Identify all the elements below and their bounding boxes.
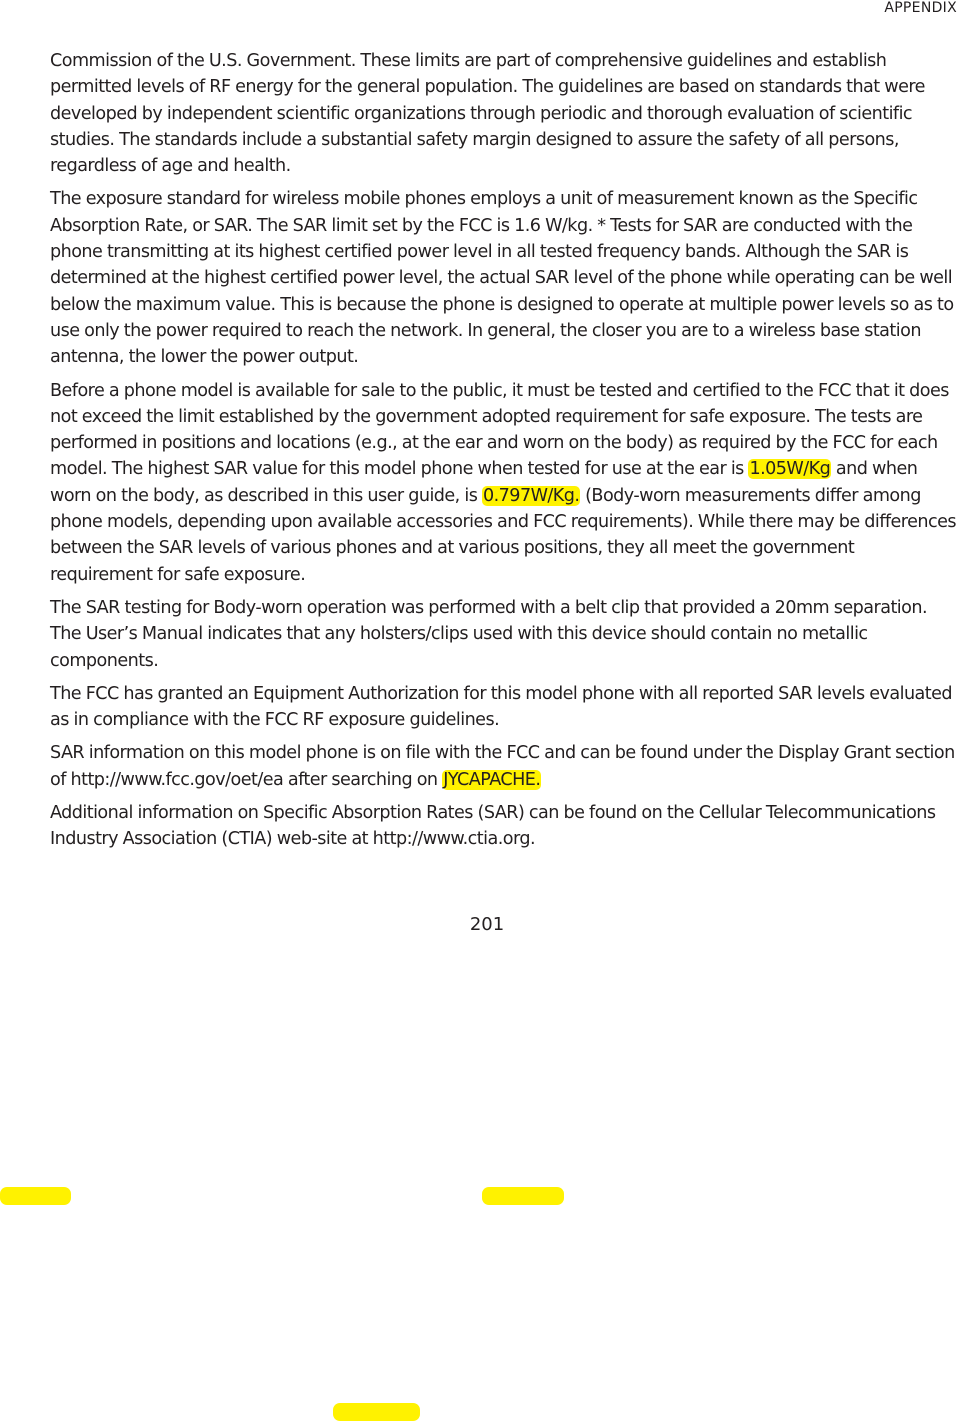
document-body — [50, 48, 957, 860]
highlight-mark — [333, 1403, 420, 1421]
sar-text-part2: and when worn on the body, as described in this user guide, is — [50, 459, 918, 506]
ear-sar-value-highlight: 1.05W/Kg — [749, 459, 831, 480]
fcc-id-highlight: JYCAPACHE. — [443, 769, 541, 790]
paragraph-body-worn-testing: The SAR testing for Body-worn operation was performed with a belt clip that provided a 20mm separation. The User’s Manual indicates that any holsters/clips used with this device should contain no metallic components. — [50, 597, 927, 671]
paragraph-rf-guidelines: Commission of the U.S. Government. These limits are part of comprehensive guidelines and establish permitted levels of RF energy for the general population. The guidelines are based on standards that were developed by independent scientific organizations through periodic and thorough evaluation of scientific studies. The standards include a substantial safety margin designed to assure the safety of all persons, regardless of age and health. — [50, 51, 925, 177]
sar-text-part3: (Body-worn measurements differ among phone models, depending upon available accessories and FCC requirements). While there may be differences between the SAR levels of various phones and at various positions, they all meet the government requirement for safe exposure. — [50, 485, 956, 585]
running-header: APPENDIX — [884, 0, 957, 16]
paragraph-sar-values — [50, 378, 957, 588]
sar-text-part1: Before a phone model is available for sale to the public, it must be tested and certified to the FCC that it does not exceed the limit established by the government adopted requirement for safe exposure. The tests are performed in positions and locations (e.g., at the ear and worn on the body) as required by the FCC for each model. The highest SAR value for this model phone when tested for use at the ear is — [50, 380, 949, 480]
paragraph-equipment-authorization: The FCC has granted an Equipment Authorization for this model phone with all reported SAR levels evaluated as in compliance with the FCC RF exposure guidelines. — [50, 683, 953, 731]
body-sar-value-highlight: 0.797W/Kg. — [482, 485, 580, 506]
paragraph-fcc-info — [50, 740, 957, 793]
page-number: 201 — [469, 914, 505, 935]
paragraph-ctia-info: Additional information on Specific Absorption Rates (SAR) can be found on the Cellular Telecommunications Industry Association (CTIA) web-site at http://www.ctia.org. — [50, 803, 936, 850]
highlight-mark — [482, 1187, 564, 1205]
paragraph-sar-standard: The exposure standard for wireless mobile phones employs a unit of measurement known as the Specific Absorption Rate, or SAR. The SAR limit set by the FCC is 1.6 W/kg. * Tests for SAR are conducted with the phone transmitting at its highest certified power level in all tested frequency bands. Although the SAR is determined at the highest certified power level, the actual SAR level of the phone while operating can be well below the maximum value. This is because the phone is designed to operate at multiple power levels so as to use only the power required to reach the network. In general, the closer you are to a wireless base station antenna, the lower the power output. — [50, 189, 954, 368]
highlight-mark — [0, 1187, 71, 1205]
fcc-info-text: SAR information on this model phone is on file with the FCC and can be found under the Display Grant section of http://www.fcc.gov/oet/ea after searching on — [50, 743, 955, 790]
